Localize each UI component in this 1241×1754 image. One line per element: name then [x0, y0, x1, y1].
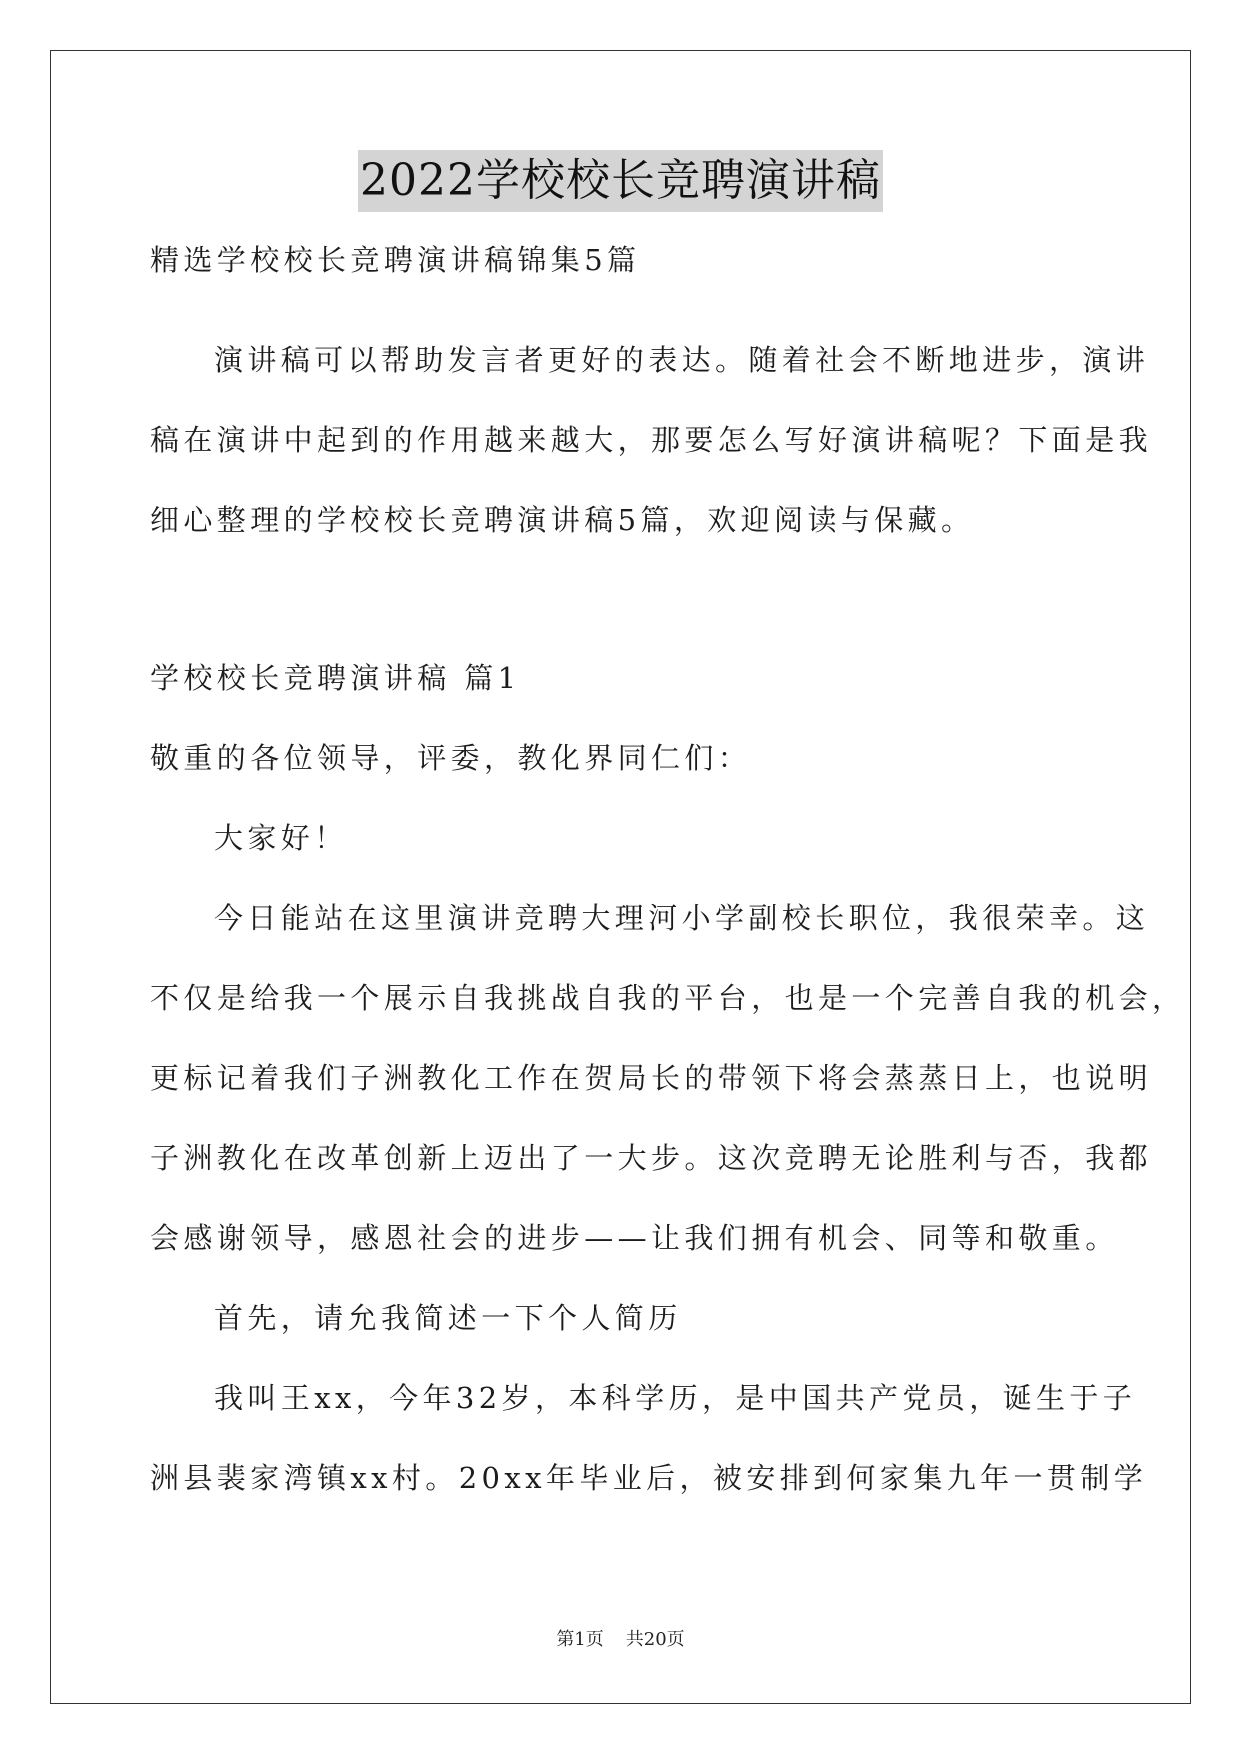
body-line: 更标记着我们子洲教化工作在贺局长的带领下将会蒸蒸日上，也说明 [150, 1061, 1153, 1095]
body-line: 洲县裴家湾镇xx村。20xx年毕业后，被安排到何家集九年一贯制学 [150, 1461, 1148, 1495]
greeting: 大家好！ [214, 821, 348, 855]
body-line: 会感谢领导，感恩社会的进步——让我们拥有机会、同等和敬重。 [150, 1221, 1119, 1255]
page-border [50, 50, 1191, 1704]
intro-line: 演讲稿可以帮助发言者更好的表达。随着社会不断地进步，演讲 [214, 343, 1150, 377]
salutation: 敬重的各位领导，评委，教化界同仁们： [150, 741, 752, 775]
title-block [0, 150, 1241, 212]
intro-line: 细心整理的学校校长竞聘演讲稿5篇，欢迎阅读与保藏。 [150, 503, 975, 537]
document-title: 2022学校校长竞聘演讲稿 [358, 150, 883, 212]
page-number: 第1页 [556, 1629, 604, 1650]
page-footer [0, 1628, 1241, 1652]
body-line: 不仅是给我一个展示自我挑战自我的平台，也是一个完善自我的机会， [150, 981, 1186, 1015]
intro-line: 稿在演讲中起到的作用越来越大，那要怎么写好演讲稿呢？下面是我 [150, 423, 1153, 457]
body-line: 今日能站在这里演讲竞聘大理河小学副校长职位，我很荣幸。这 [214, 901, 1150, 935]
document-subtitle: 精选学校校长竞聘演讲稿锦集5篇 [150, 243, 641, 277]
body-line: 首先，请允我简述一下个人简历 [214, 1301, 682, 1335]
body-line: 我叫王xx，今年32岁，本科学历，是中国共产党员，诞生于子 [214, 1381, 1137, 1415]
page-total: 共20页 [625, 1629, 685, 1650]
body-line: 子洲教化在改革创新上迈出了一大步。这次竞聘无论胜利与否，我都 [150, 1141, 1153, 1175]
section-heading: 学校校长竞聘演讲稿 篇1 [150, 661, 521, 695]
